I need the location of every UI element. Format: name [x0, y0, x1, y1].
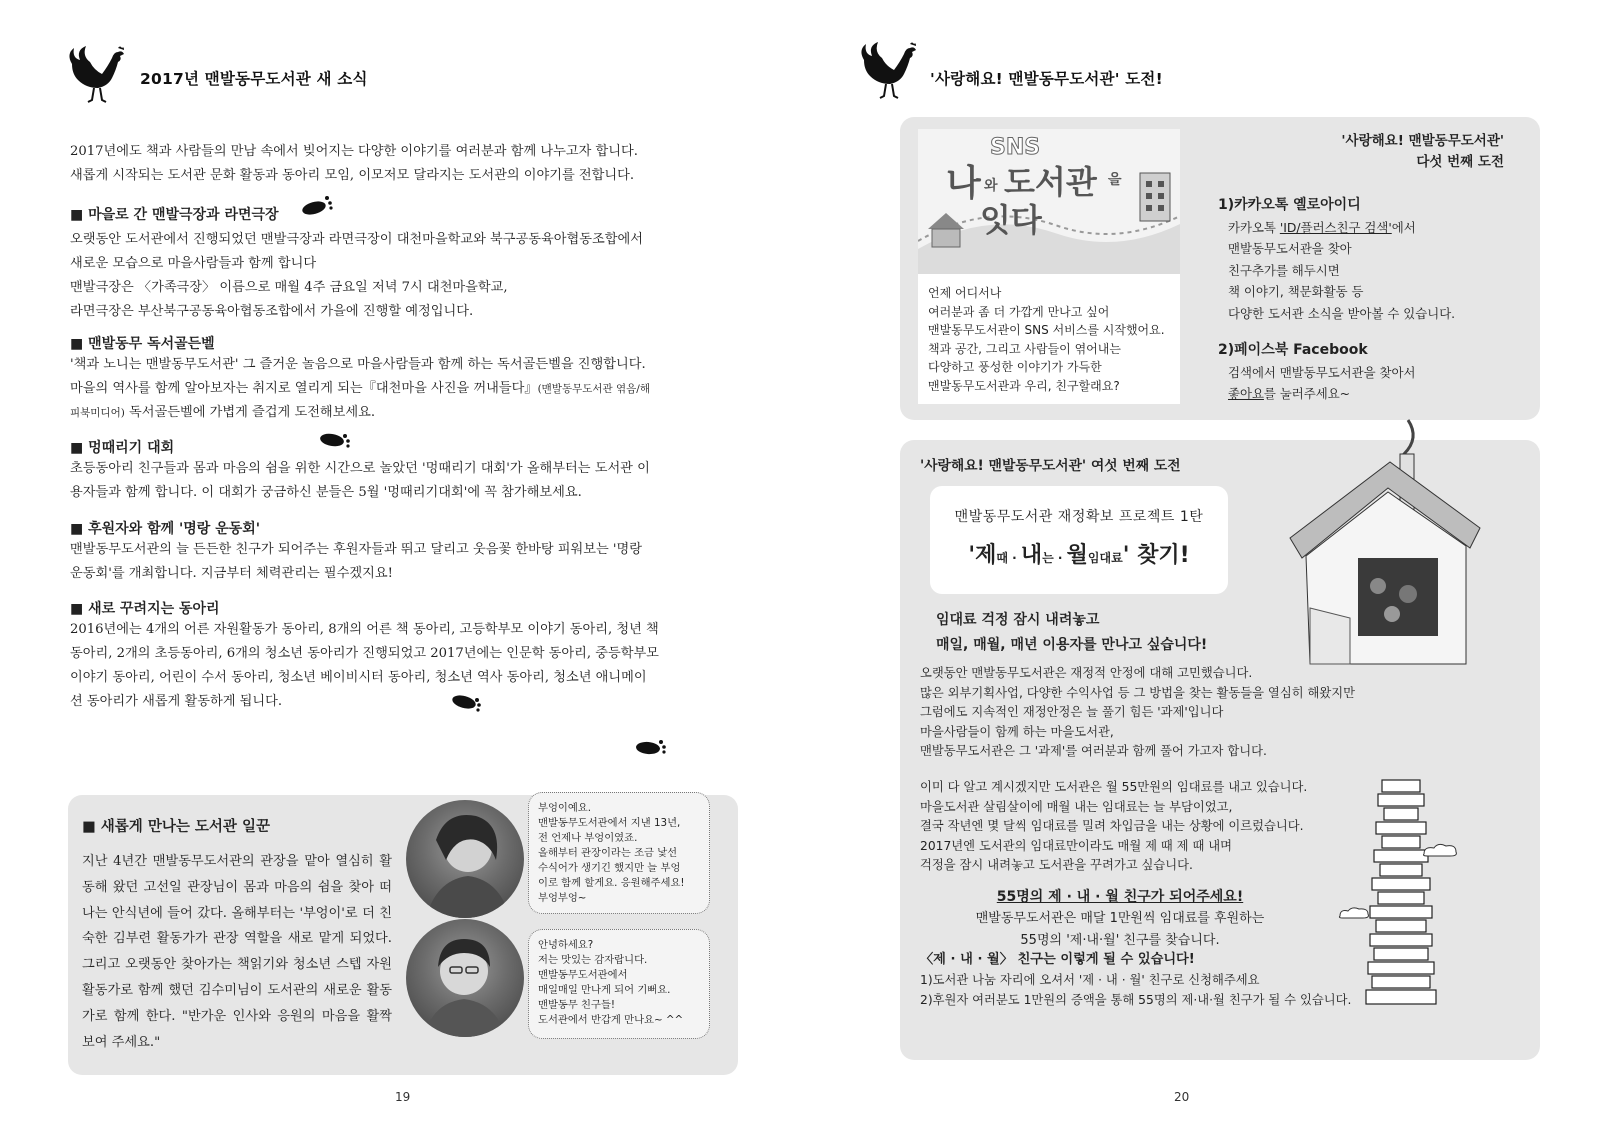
page-header-title: '사랑해요! 맨발동무도서관' 도전!: [930, 70, 1163, 88]
new-staff-box: [68, 795, 738, 1075]
kakao-search-term: 'ID/플러스친구 검색': [1279, 219, 1392, 235]
bubble-line: 맨발동무 친구들!: [538, 999, 616, 1011]
sns-line: 맨발동무도서관과 우리, 친구할래요?: [928, 378, 1120, 393]
sns-library-label: 도서관: [1004, 163, 1097, 201]
body-line: '책과 노니는 맨발동무도서관' 그 즐거운 놀음으로 마을사람들과 함께 하는 독서골든벨을 진행합니다.: [70, 357, 646, 372]
body-line: 오랫동안 도서관에서 진행되었던 맨발극장과 라면극장이 대천마을학교와 북구공동육아협동조합에서: [70, 232, 643, 247]
message-line: 임대료 걱정 잠시 내려놓고: [936, 612, 1100, 628]
sns-description: [928, 284, 1165, 395]
kakao-line: [1218, 217, 1528, 239]
body-line: 새로운 모습으로 마을사람들과 함께 합니다: [70, 256, 317, 271]
bubble-line: 올해부터 관장이라는 조금 낯선: [538, 847, 678, 859]
section-body-theater: [70, 228, 742, 324]
bubble-line: 부엉부엉~: [538, 892, 587, 904]
para-line: 2017년엔 도서관의 임대료만이라도 매월 제 때 제 때 내며: [920, 838, 1233, 853]
rent-paragraph-1: [920, 664, 1390, 762]
footprint-icon: [294, 192, 334, 220]
sns-line: 맨발동무도서관이 SNS 서비스를 시작했어요.: [928, 323, 1165, 337]
body-line: 맨발극장은 〈가족극장〉 이름으로 매월 4주 금요일 저녁 7시 대천마을학교,: [70, 280, 508, 295]
page-number: 20: [1174, 1090, 1190, 1104]
how-to-join-line: 1)도서관 나눔 자리에 오셔서 '제 · 내 · 월' 친구로 신청해주세요: [920, 973, 1260, 987]
page-header-title: 2017년 맨발동무도서관 새 소식: [140, 70, 368, 88]
facebook-line: [1218, 383, 1528, 405]
para-line: 많은 외부기획사업, 다양한 수익사업 등 그 방법을 찾는 활동들을 열심히 해왔지만: [920, 685, 1355, 700]
project-subtitle: 맨발동무도서관 재정확보 프로젝트 1탄: [954, 509, 1204, 525]
kakao-line: 친구추가를 해두시면: [1228, 262, 1340, 278]
challenge6-title: '사랑해요! 맨발동무도서관' 여섯 번째 도전: [920, 458, 1181, 474]
facebook-title: 2)페이스북 Facebook: [1218, 342, 1368, 358]
facebook-text: 를 눌러주세요~: [1263, 386, 1351, 401]
para-line: 오랫동안 맨발동무도서관은 재정적 안정에 대해 고민했습니다.: [920, 666, 1253, 680]
intro-paragraph: [70, 140, 740, 188]
heading-line: '사랑해요! 맨발동무도서관': [1341, 133, 1504, 149]
para-line: 걱정을 잠시 내려놓고 도서관을 꾸려가고 싶습니다.: [920, 858, 1193, 873]
sns-wa-label: 와: [984, 178, 998, 194]
bubble-line: 부엉이예요.: [538, 802, 592, 814]
slogan-part: ' 찾기!: [1122, 543, 1190, 568]
sns-line: 여러분과 좀 더 가깝게 만나고 싶어: [928, 304, 1110, 319]
message-line: 매일, 매월, 매년 이용자를 만나고 싶습니다!: [936, 637, 1208, 653]
sns-label: SNS: [990, 135, 1041, 160]
rooster-icon: [64, 44, 130, 104]
house-illustration-icon: [1280, 418, 1490, 678]
heading-line: 다섯 번째 도전: [1416, 154, 1504, 170]
rent-message: [936, 608, 1207, 658]
intro-line: 새롭게 시작되는 도서관 문화 활동과 동아리 모임, 이모저모 달라지는 도서관의 이야기를 전합니다.: [70, 168, 635, 183]
sns-panel: [918, 129, 1180, 404]
speech-bubble-1: [528, 792, 710, 914]
bubble-line: 저는 맛있는 감자랍니다.: [538, 954, 648, 966]
cloud-icon: [1336, 906, 1372, 920]
kakao-text: 카카오톡: [1228, 219, 1280, 235]
body-small-text: 피북미디어): [70, 407, 125, 419]
friend-call: [940, 886, 1300, 952]
body-line: 션 동아리가 새롭게 활동하게 됩니다.: [70, 694, 283, 709]
challenge5-list: [1218, 195, 1528, 405]
para-line: 그럼에도 지속적인 재정안정은 늘 풀기 힘든 '과제'입니다: [920, 705, 1224, 720]
how-to-join: [920, 950, 1390, 1010]
body-text: 마을의 역사를 함께 알아보자는 취지로 열리게 되는『대천마을 사진을 꺼내들다』: [70, 381, 538, 396]
bubble-line: 수식어가 생기긴 했지만 늘 부엉: [538, 862, 681, 874]
staff-photo-2: [406, 919, 524, 1037]
how-to-join-line: 2)후원자 여러분도 1만원의 증액을 통해 55명의 제·내·월 친구가 될 수 있습니다.: [920, 993, 1352, 1007]
rent-paragraph-2: [920, 778, 1380, 876]
section-body-zoneout: [70, 457, 742, 505]
footprint-icon: [314, 424, 354, 452]
para-line: 결국 작년엔 몇 달씩 임대료를 밀려 차입금을 내는 상황에 이르렀습니다.: [920, 819, 1304, 834]
sns-challenge-box: [900, 117, 1540, 420]
rent-challenge-box: [900, 440, 1540, 1060]
sns-na-label: 나: [946, 163, 981, 204]
bubble-line: 이로 함께 할게요. 응원해주세요!: [538, 877, 685, 889]
sns-illustration: [918, 129, 1180, 274]
bubble-line: 맨발동무도서관에서: [538, 969, 628, 981]
challenge5-heading: [1220, 131, 1504, 173]
friend-call-line: 맨발동무도서관은 매달 1만원씩 임대료를 후원하는: [975, 911, 1265, 926]
section-title-sports-day: ■ 후원자와 함께 '명랑 운동회': [70, 521, 261, 537]
cloud-icon: [1420, 842, 1460, 858]
slogan-part: '제: [968, 543, 997, 568]
speech-bubble-2: [528, 929, 710, 1039]
section-title-zoneout: ■ 멍때리기 대회: [70, 440, 175, 456]
section-title-clubs: ■ 새로 꾸려지는 동아리: [70, 601, 220, 617]
bubble-line: 맨발동무도서관에서 지낸 13년,: [538, 817, 681, 829]
friend-call-headline: 55명의 제 · 내 · 월 친구가 되어주세요!: [996, 889, 1244, 905]
bubble-line: 도서관에서 반갑게 만나요~ ^^: [538, 1014, 684, 1026]
section-title-goldenbell: ■ 맨발동무 독서골든벨: [70, 336, 215, 352]
page-right: [800, 0, 1600, 1131]
page-number: 19: [395, 1090, 411, 1104]
section-body-sports-day: [70, 538, 742, 586]
facebook-line: 검색에서 맨발동무도서관을 찾아서: [1228, 364, 1416, 380]
footprint-icon: [630, 734, 670, 762]
sns-line: 언제 어디서나: [928, 286, 1002, 300]
bubble-line: 안녕하세요?: [538, 939, 594, 951]
slogan-part: 는 ·: [1042, 551, 1067, 565]
para-line: 이미 다 알고 계시겠지만 도서관은 월 55만원의 임대료를 내고 있습니다.: [920, 780, 1308, 794]
sns-line: 책과 공간, 그리고 사람들이 엮어내는: [928, 341, 1121, 356]
project-slogan: [930, 538, 1228, 569]
slogan-part: 임대료: [1087, 551, 1123, 565]
body-small-text: (맨발동무도서관 엮음/해: [537, 383, 650, 395]
new-staff-title: ■ 새롭게 만나는 도서관 일꾼: [82, 819, 270, 835]
body-line: 2016년에는 4개의 어른 자원활동가 동아리, 8개의 어른 책 동아리, 고등학부모 이야기 동아리, 청년 책: [70, 622, 659, 637]
new-staff-text: 지난 4년간 맨발동무도서관의 관장을 맡아 열심히 활동해 왔던 고선일 관장님이 몸과 마음의 쉼을 찾아 떠나는 안식년에 들어 갔다. 올해부터는 '부엉이'로 더 친숙한 김부련 활동가가 관장 역할을 새로 맡게 되었다. 그리고 오랫동안 찾아가는 책읽기와 청소년 스텝 자원활동가로 함께 했던 김수미님이 도서관의 새로운 활동가로 함께 한다. "반가운 인사와 응원의 마음을 활짝 보여 주세요.": [82, 854, 392, 1050]
body-line: 라면극장은 부산북구공동육아협동조합에서 가을에 진행할 예정입니다.: [70, 304, 474, 319]
section-body-clubs: [70, 618, 742, 714]
slogan-part: 때 ·: [996, 551, 1021, 565]
body-line: 용자들과 함께 합니다. 이 대회가 궁금하신 분들은 5월 '멍때리기대회'에 꼭 참가해보세요.: [70, 485, 582, 500]
facebook-like-term: 좋아요: [1228, 386, 1264, 401]
rooster-icon: [856, 40, 922, 100]
body-line: 동아리, 2개의 초등동아리, 6개의 청소년 동아리가 진행되었고 2017년에는 인문학 동아리, 중등학부모: [70, 646, 659, 661]
body-line: [70, 377, 742, 401]
bubble-line: 매일매일 만나게 되어 기뻐요.: [538, 984, 671, 996]
person-silhouette-icon: [406, 800, 524, 918]
body-text: 독서골든벨에 가볍게 즐겁게 도전해보세요.: [124, 405, 376, 420]
section-body-goldenbell: [70, 353, 742, 425]
friend-call-line: 55명의 '제·내·월' 친구를 찾습니다.: [1020, 933, 1220, 948]
kakao-title: 1)카카오톡 옐로아이디: [1218, 197, 1361, 213]
body-line: [70, 401, 742, 425]
intro-line: 2017년에도 책과 사람들의 만남 속에서 빚어지는 다양한 이야기를 여러분과 함께 나누고자 합니다.: [70, 144, 638, 159]
project-card: [930, 486, 1228, 594]
sns-line: 다양하고 풍성한 이야기가 가득한: [928, 360, 1102, 374]
kakao-line: 책 이야기, 책문화활동 등: [1228, 284, 1364, 299]
bubble-line: 전 언제나 부엉이였죠.: [538, 832, 638, 844]
staff-photo-1: [406, 800, 524, 918]
person-silhouette-icon: [406, 919, 524, 1037]
body-line: 초등동아리 친구들과 몸과 마음의 쉼을 위한 시간으로 놀았던 '멍때리기 대회'가 올해부터는 도서관 이: [70, 461, 650, 476]
para-line: 마을도서관 살림살이에 매월 내는 임대료는 늘 부담이었고,: [920, 799, 1233, 814]
body-line: 운동회'를 개최합니다. 지금부터 체력관리는 필수겠지요!: [70, 566, 393, 581]
para-line: 맨발동무도서관은 그 '과제'를 여러분과 함께 풀어 가고자 합니다.: [920, 744, 1267, 759]
para-line: 마을사람들이 함께 하는 마을도서관,: [920, 724, 1114, 739]
how-to-join-title: 〈제 · 내 · 월〉 친구는 이렇게 될 수 있습니다!: [920, 952, 1195, 967]
kakao-line: 다양한 도서관 소식을 받아볼 수 있습니다.: [1228, 305, 1456, 321]
kakao-text: 에서: [1391, 219, 1416, 235]
body-line: 이야기 동아리, 어린이 수서 동아리, 청소년 베이비시터 동아리, 청소년 역사 동아리, 청소년 애니메이: [70, 670, 647, 685]
slogan-part: 내: [1020, 543, 1043, 568]
slogan-part: 월: [1066, 543, 1088, 568]
footprint-icon: [446, 686, 486, 714]
section-title-theater: ■ 마을로 간 맨발극장과 라면극장: [70, 207, 279, 223]
body-line: 맨발동무도서관의 늘 든든한 친구가 되어주는 후원자들과 뛰고 달리고 웃음꽃 한바탕 피워보는 '명랑: [70, 542, 643, 557]
sns-itda-label: 잇다: [980, 201, 1042, 239]
sns-eul-label: 을: [1108, 172, 1122, 188]
kakao-line: 맨발동무도서관을 찾아: [1228, 241, 1352, 256]
